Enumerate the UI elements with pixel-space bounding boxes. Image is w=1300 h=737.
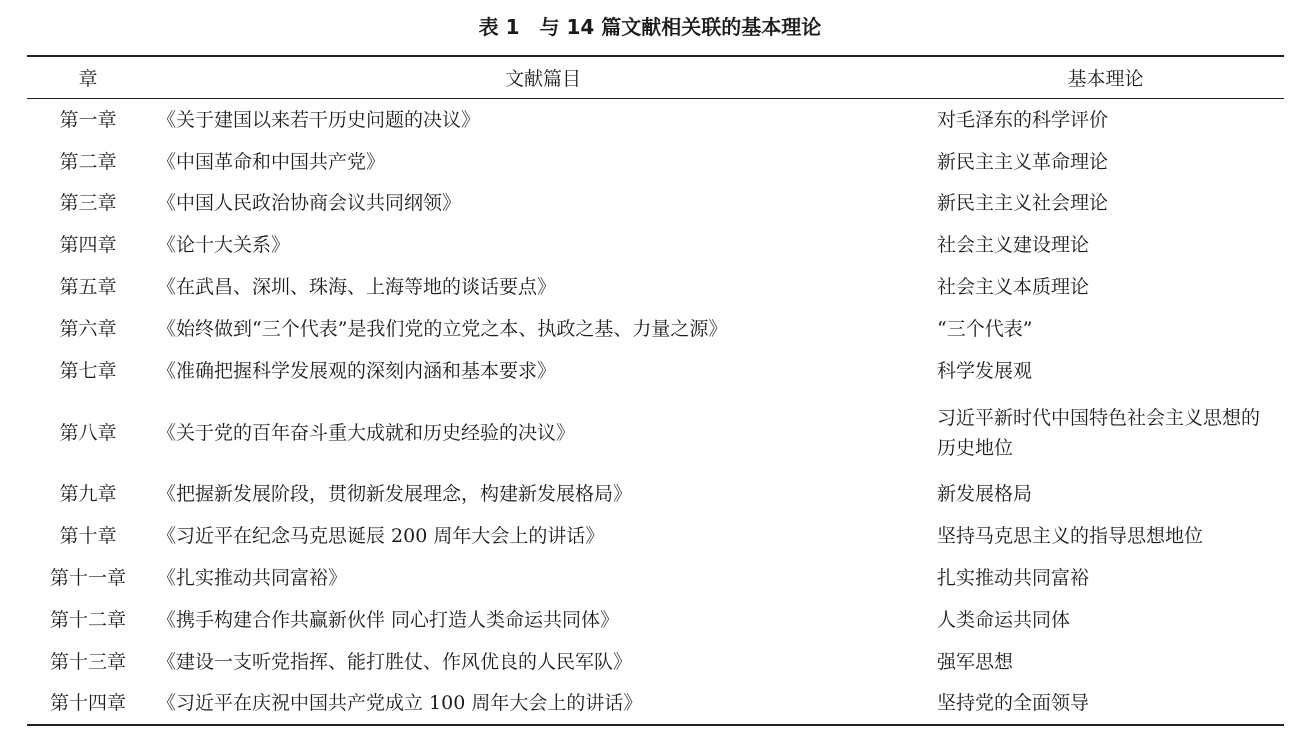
chapter-cell: 第十二章 [49, 608, 126, 631]
theory-cell: 扎实推动共同富裕 [937, 567, 1090, 590]
chapter-cell: 第五章 [59, 276, 117, 299]
table-row [27, 557, 1284, 599]
theory-cell: 对毛泽东的科学评价 [937, 108, 1109, 131]
table-row [27, 683, 1284, 726]
document-cell: 《携手构建合作共赢新伙伴 同心打造人类命运共同体》 [157, 608, 620, 631]
theory-table [27, 55, 1284, 726]
chapter-cell: 第六章 [59, 317, 117, 340]
chapter-cell: 第八章 [59, 421, 117, 444]
document-cell: 《关于党的百年奋斗重大成就和历史经验的决议》 [157, 421, 576, 444]
document-cell: 《中国人民政治协商会议共同纲领》 [157, 192, 462, 215]
table-row [27, 224, 1284, 266]
chapter-cell: 第十章 [59, 525, 117, 548]
document-cell: 《始终做到“三个代表”是我们党的立党之本、执政之基、力量之源》 [157, 317, 728, 340]
theory-cell: “三个代表” [937, 317, 1033, 340]
table-row [27, 99, 1284, 141]
chapter-cell: 第十三章 [49, 650, 126, 673]
table-row [27, 599, 1284, 641]
document-cell: 《论十大关系》 [157, 234, 291, 257]
theory-cell: 坚持马克思主义的指导思想地位 [937, 525, 1204, 548]
chapter-cell: 第十一章 [49, 567, 126, 590]
chapter-cell: 第十四章 [49, 692, 126, 715]
table-row [27, 308, 1284, 350]
table-row [27, 266, 1284, 308]
table-header-row [27, 56, 1284, 99]
table-row [27, 392, 1284, 474]
theory-cell: 新民主主义社会理论 [937, 192, 1109, 215]
header-document: 文献篇目 [504, 68, 581, 90]
document-cell: 《建设一支听党指挥、能打胜仗、作风优良的人民军队》 [157, 650, 633, 673]
chapter-cell: 第二章 [59, 150, 117, 173]
theory-cell: 社会主义建设理论 [937, 234, 1090, 257]
table-row [27, 474, 1284, 516]
theory-cell: 新民主主义革命理论 [937, 150, 1109, 173]
chapter-cell: 第九章 [59, 483, 117, 506]
document-cell: 《把握新发展阶段，贯彻新发展理念，构建新发展格局》 [157, 483, 633, 506]
document-cell: 《在武昌、深圳、珠海、上海等地的谈话要点》 [157, 276, 557, 299]
chapter-cell: 第四章 [59, 234, 117, 257]
document-cell: 《习近平在纪念马克思诞辰 200 周年大会上的讲话》 [157, 525, 605, 548]
table-row [27, 515, 1284, 557]
chapter-cell: 第三章 [59, 192, 117, 215]
table-row [27, 141, 1284, 183]
document-cell: 《关于建国以来若干历史问题的决议》 [157, 108, 481, 131]
theory-cell: 强军思想 [937, 650, 1014, 673]
document-cell: 《中国革命和中国共产党》 [157, 150, 386, 173]
document-cell: 《准确把握科学发展观的深刻内涵和基本要求》 [157, 359, 557, 382]
header-theory: 基本理论 [1067, 68, 1144, 90]
header-chapter: 章 [78, 68, 98, 90]
theory-cell: 习近平新时代中国特色社会主义思想的历史地位 [937, 406, 1261, 459]
theory-cell: 社会主义本质理论 [937, 276, 1090, 299]
document-cell: 《习近平在庆祝中国共产党成立 100 周年大会上的讲话》 [157, 692, 643, 715]
document-cell: 《扎实推动共同富裕》 [157, 567, 348, 590]
table-row [27, 350, 1284, 392]
theory-cell: 科学发展观 [937, 359, 1033, 382]
theory-cell: 新发展格局 [937, 483, 1033, 506]
theory-cell: 人类命运共同体 [937, 608, 1071, 631]
theory-cell: 坚持党的全面领导 [937, 692, 1090, 715]
chapter-cell: 第七章 [59, 359, 117, 382]
table-row [27, 183, 1284, 225]
chapter-cell: 第一章 [59, 108, 117, 131]
table-row [27, 641, 1284, 683]
table-title: 表 1 与 14 篇文献相关联的基本理论 [478, 15, 822, 39]
